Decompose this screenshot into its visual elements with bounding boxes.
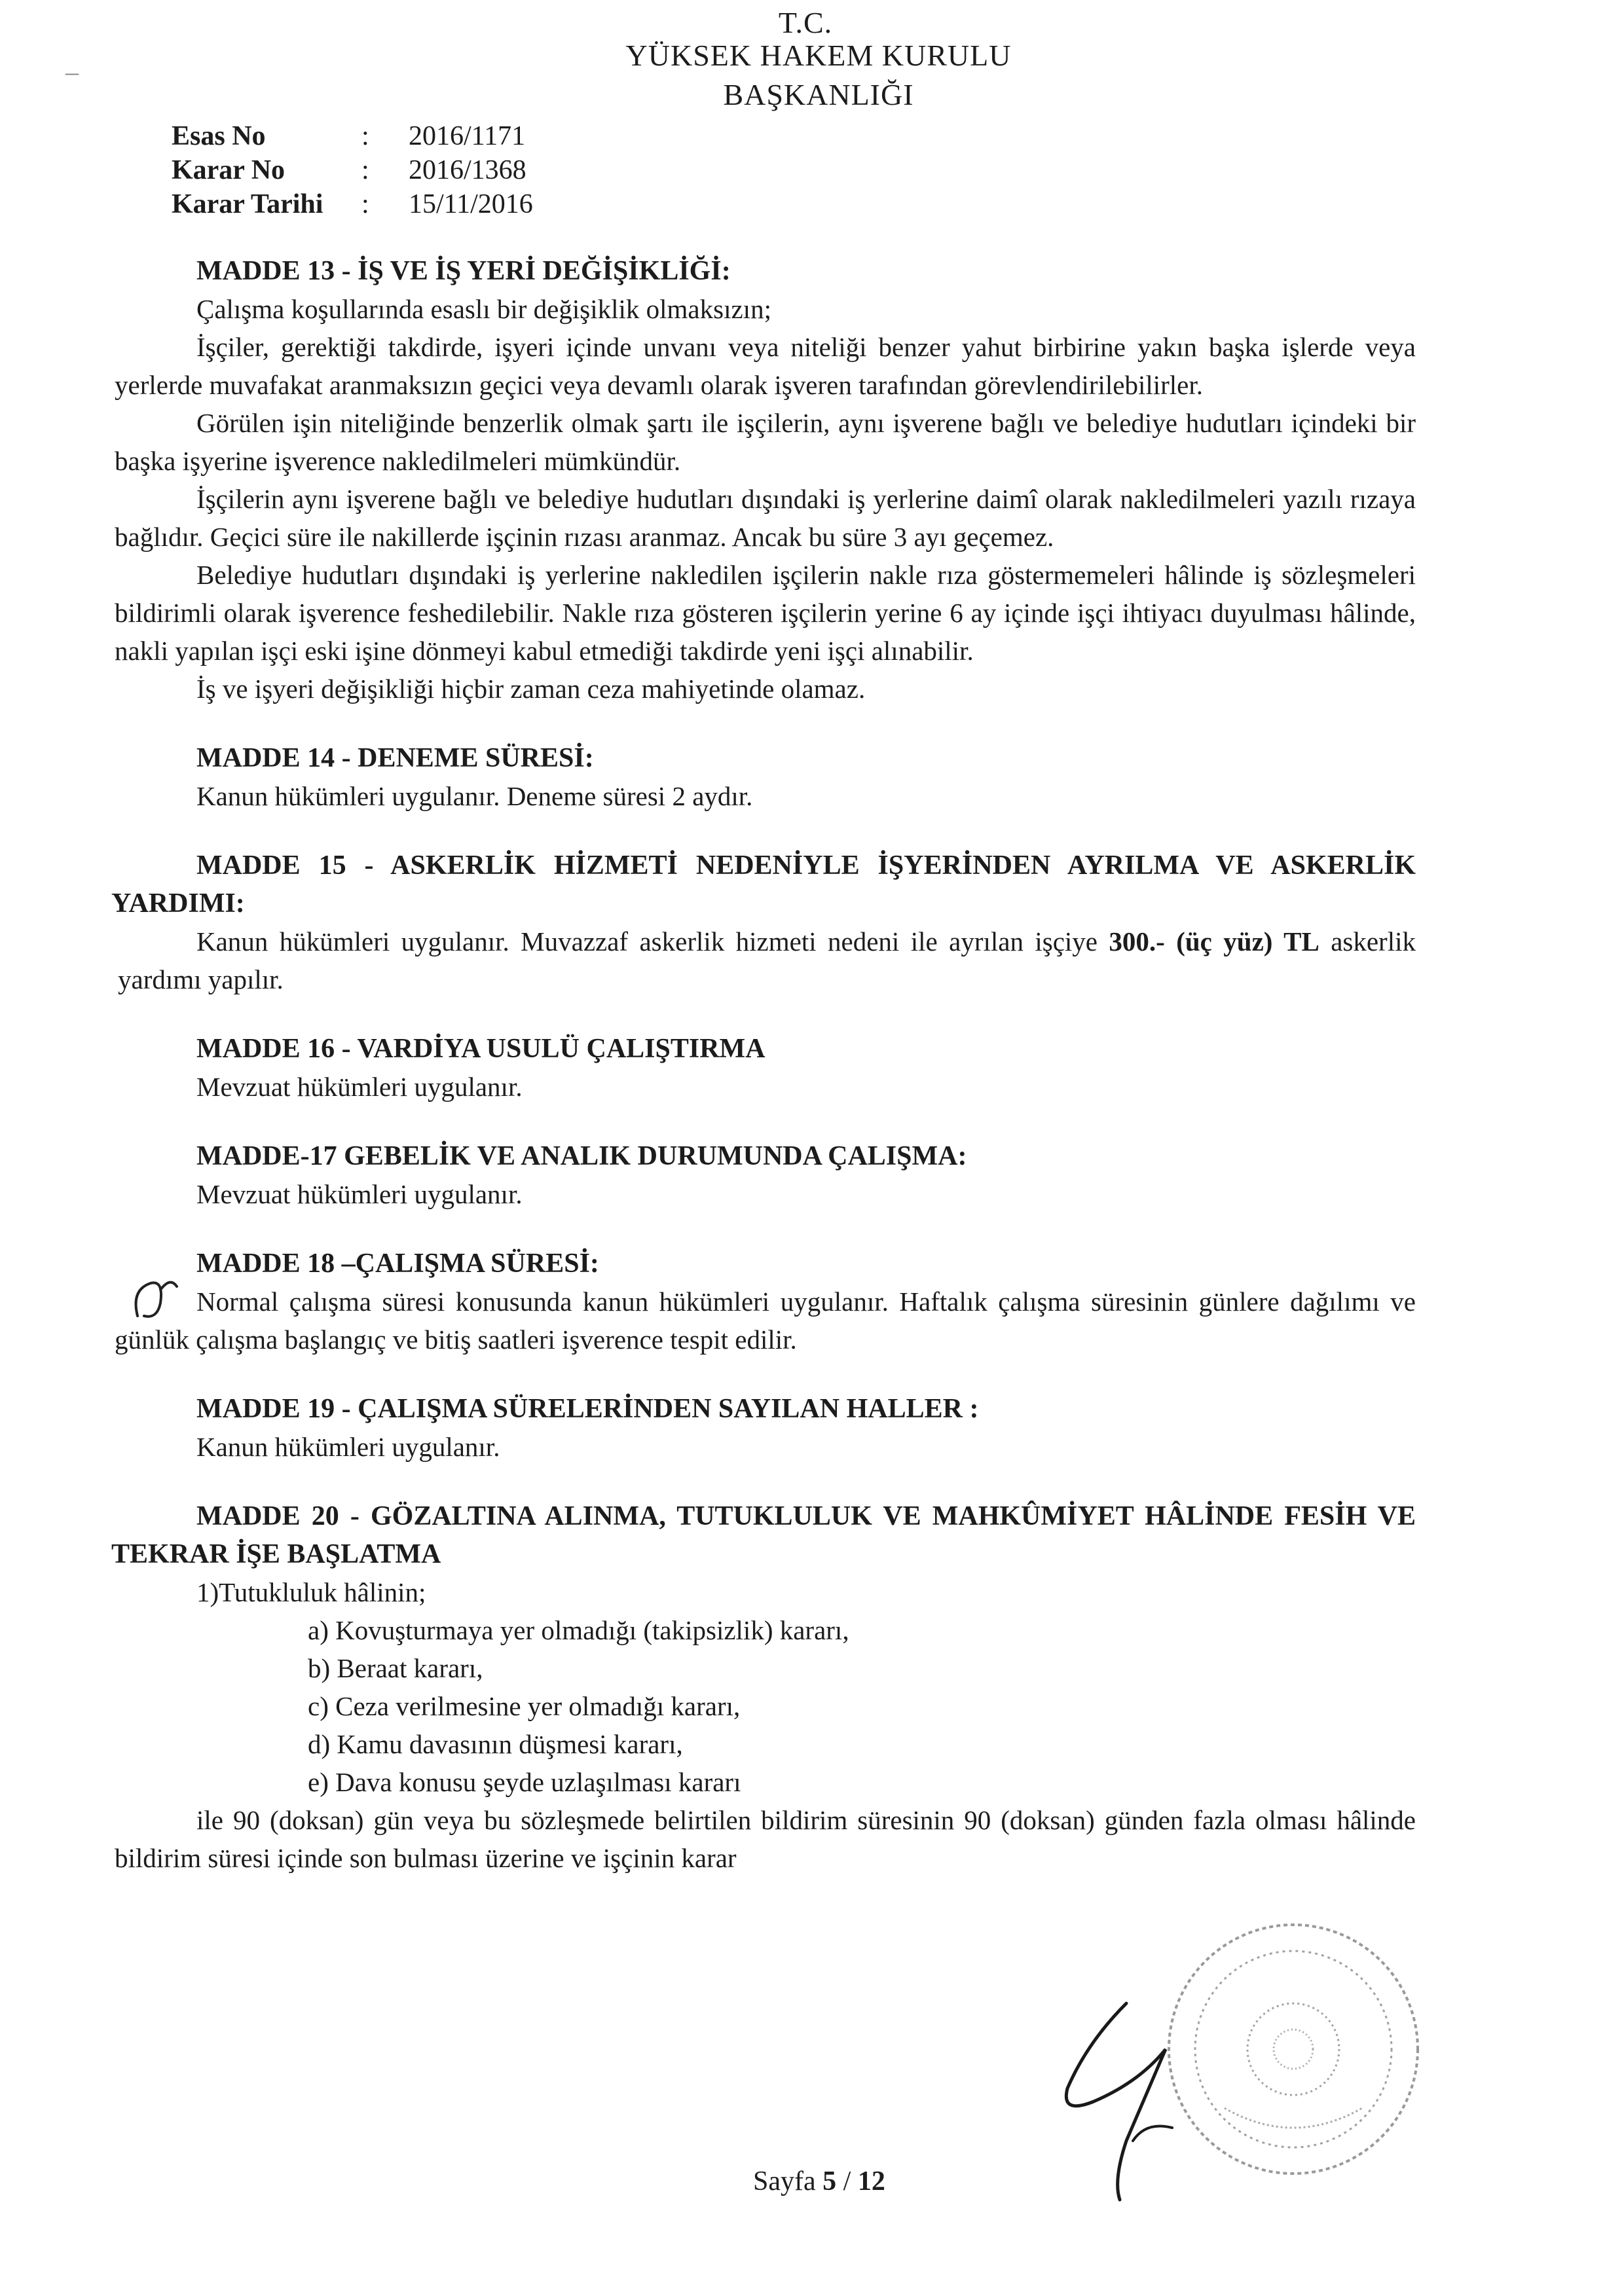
paragraph: İşçilerin aynı işverene bağlı ve belediye hudutları dışındaki iş yerlerine daimî olarak nakledilmeleri yazılı rızaya bağlıdır. Geçici süre ile nakillerde işçinin rızası aranmaz. Ancak bu süre 3 ayı geçemez. xyxy=(115,484,1416,552)
meta-row-karar xyxy=(172,153,533,187)
section-madde-19 xyxy=(196,1390,1416,1466)
list-item: b) Beraat kararı, xyxy=(308,1653,483,1683)
section-madde-17 xyxy=(196,1137,1416,1213)
paragraph: Belediye hudutları dışındaki iş yerlerine nakledilen işçilerin nakle rıza göstermemeleri hâlinde iş sözleşmeleri bildirimli olarak işverence feshedilebilir. Nakle rıza gösteren işçilerin yerine 6 ay içinde işçi ihtiyacı duyulması hâlinde, nakli yapılan işçi eski işine dönmeyi kabul etmediği takdirde yeni işçi alınabilir. xyxy=(115,560,1416,666)
section-title: MADDE 18 –ÇALIŞMA SÜRESİ: xyxy=(196,1248,599,1279)
meta-colon: : xyxy=(361,189,369,219)
header-tc: T.C. xyxy=(778,6,833,39)
paragraph: Kanun hükümleri uygulanır. xyxy=(196,1432,500,1462)
paragraph: Çalışma koşullarında esaslı bir değişiklik olmaksızın; xyxy=(196,294,771,324)
paragraph: ile 90 (doksan) gün veya bu sözleşmede belirtilen bildirim süresinin 90 (doksan) günden fazla olması hâlinde bildirim süresi içinde son bulması üzerine ve işçinin karar xyxy=(115,1805,1416,1873)
list-item: a) Kovuşturmaya yer olmadığı (takipsizlik) kararı, xyxy=(308,1615,849,1645)
meta-value: 15/11/2016 xyxy=(409,189,533,219)
list-item: d) Kamu davasının düşmesi kararı, xyxy=(308,1729,683,1759)
meta-row-tarih xyxy=(172,187,533,221)
page-current: 5 xyxy=(822,2166,837,2196)
meta-value: 2016/1171 xyxy=(409,121,526,151)
paragraph: İş ve işyeri değişikliği hiçbir zaman ceza mahiyetinde olamaz. xyxy=(196,674,866,704)
section-madde-13 xyxy=(115,252,1416,708)
paragraph: Görülen işin niteliğinde benzerlik olmak şartı ile işçilerin, aynı işverene bağlı ve belediye hudutları içindeki bir başka işyerine işverence nakledilmeleri mümkündür. xyxy=(115,408,1416,476)
meta-label: Karar Tarihi xyxy=(172,189,323,219)
list-intro: 1)Tutukluluk hâlinin; xyxy=(196,1577,426,1607)
section-madde-16 xyxy=(196,1030,1416,1106)
header-organization: YÜKSEK HAKEM KURULU xyxy=(625,39,1012,72)
section-title: MADDE-17 GEBELİK VE ANALIK DURUMUNDA ÇALIŞMA: xyxy=(196,1141,967,1171)
signature-icon xyxy=(1048,1990,1198,2206)
document-body xyxy=(111,252,1416,1908)
section-madde-14 xyxy=(196,739,1416,815)
section-madde-18 xyxy=(115,1245,1416,1358)
meta-row-esas xyxy=(172,119,533,153)
header-baskanlik: BAŞKANLIĞI xyxy=(723,78,914,111)
scan-artifact-dash: – xyxy=(65,57,79,86)
paragraph-text: askerlik yardımı yapılır. xyxy=(118,926,1416,994)
meta-label: Esas No xyxy=(172,121,266,151)
section-madde-20 xyxy=(111,1497,1416,1877)
section-title: MADDE 14 - DENEME SÜRESİ: xyxy=(196,743,594,773)
paragraph: İşçiler, gerektiği takdirde, işyeri içinde unvanı veya niteliği benzer yahut birbirine yakın başka işlerde veya yerlerde muvafakat aranmaksızın geçici veya devamlı olarak işveren tarafından görevlendirilebilirler. xyxy=(115,332,1416,400)
meta-value: 2016/1368 xyxy=(409,155,526,185)
section-title: MADDE 16 - VARDİYA USULÜ ÇALIŞTIRMA xyxy=(196,1034,766,1064)
paragraph: Mevzuat hükümleri uygulanır. xyxy=(196,1072,523,1102)
section-title: MADDE 15 - ASKERLİK HİZMETİ NEDENİYLE İŞYERİNDEN AYRILMA VE ASKERLİK YARDIMI: xyxy=(111,850,1416,919)
meta-colon: : xyxy=(361,155,369,185)
list-item: e) Dava konusu şeyde uzlaşılması kararı xyxy=(308,1767,741,1797)
section-title: MADDE 20 - GÖZALTINA ALINMA, TUTUKLULUK VE MAHKÛMİYET HÂLİNDE FESİH VE TEKRAR İŞE BAŞLATMA xyxy=(111,1501,1416,1569)
page-separator: / xyxy=(836,2166,858,2196)
page-total: 12 xyxy=(857,2166,885,2196)
section-madde-15 xyxy=(111,847,1416,998)
initials-mark-icon xyxy=(124,1264,183,1329)
page-footer xyxy=(753,2166,885,2197)
section-title: MADDE 19 - ÇALIŞMA SÜRELERİNDEN SAYILAN HALLER : xyxy=(196,1394,979,1424)
case-meta xyxy=(172,119,533,221)
paragraph: Kanun hükümleri uygulanır. Deneme süresi 2 aydır. xyxy=(196,781,753,811)
page-prefix: Sayfa xyxy=(753,2166,823,2196)
meta-label: Karar No xyxy=(172,155,286,185)
paragraph: Mevzuat hükümleri uygulanır. xyxy=(196,1179,523,1209)
meta-colon: : xyxy=(361,121,369,151)
list-item: c) Ceza verilmesine yer olmadığı kararı, xyxy=(308,1691,741,1721)
paragraph-text: Kanun hükümleri uygulanır. Muvazzaf askerlik hizmeti nedeni ile ayrılan işçiye xyxy=(196,926,1109,957)
paragraph-amount: 300.- (üç yüz) TL xyxy=(1109,926,1320,957)
paragraph: Normal çalışma süresi konusunda kanun hükümleri uygulanır. Haftalık çalışma süresinin günlere dağılımı ve günlük çalışma başlangıç ve bitiş saatleri işverence tespit edilir. xyxy=(115,1286,1416,1355)
section-title: MADDE 13 - İŞ VE İŞ YERİ DEĞİŞİKLİĞİ: xyxy=(196,256,731,286)
paragraph xyxy=(118,922,1416,998)
